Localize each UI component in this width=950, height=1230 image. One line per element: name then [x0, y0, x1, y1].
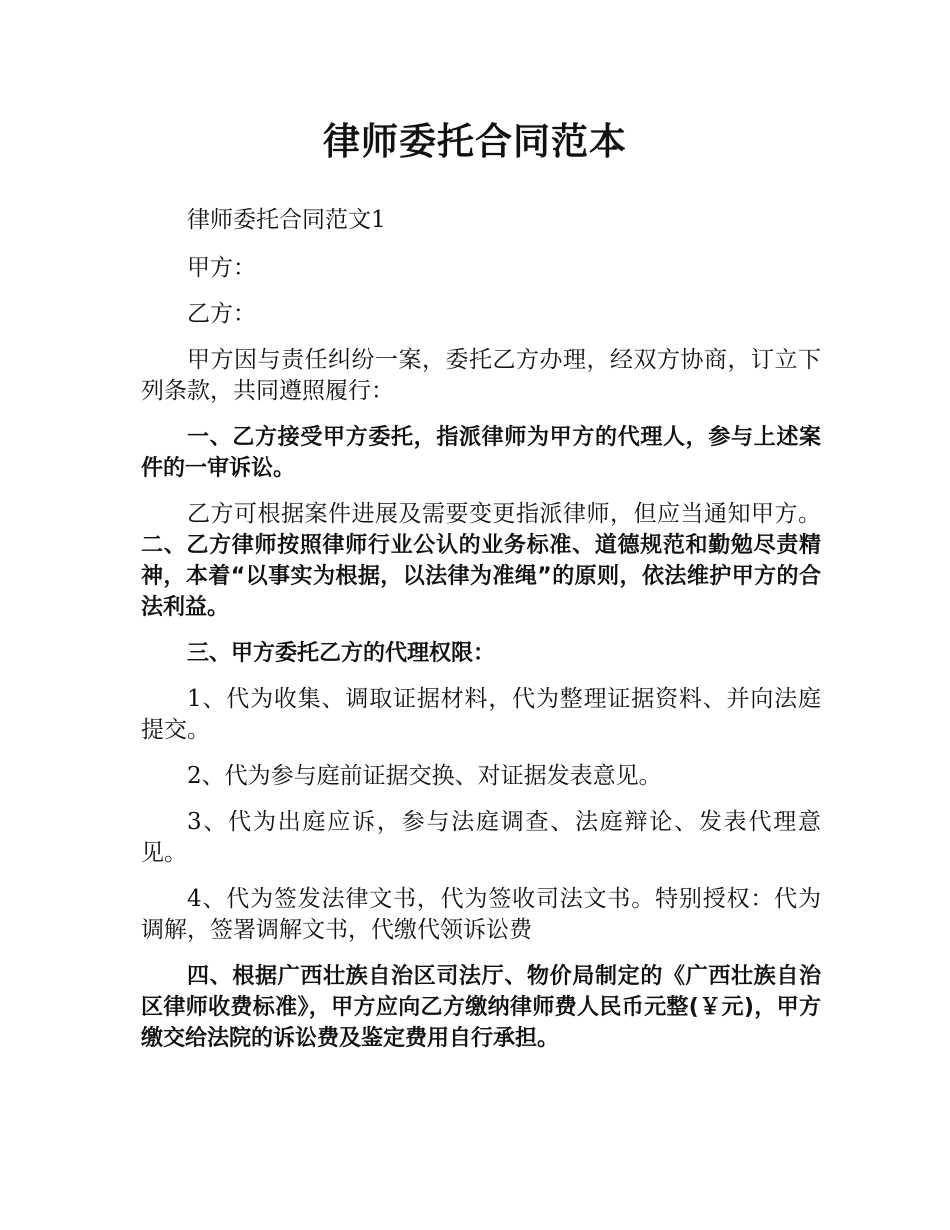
clause-1-note-and-clause-2 — [141, 499, 821, 623]
authority-item-4: 4、代为签发法律文书，代为签收司法文书。特别授权：代为调解，签署调解文书，代缴代领诉讼费 — [141, 886, 821, 943]
clause-1: 一、乙方接受甲方委托，指派律师为甲方的代理人，参与上述案件的一审诉讼。 — [141, 425, 821, 481]
document-title: 律师委托合同范本 — [323, 120, 627, 163]
intro-paragraph: 甲方因与责任纠纷一案，委托乙方办理，经双方协商，订立下列条款，共同遵照履行： — [141, 347, 821, 404]
party-b-label: 乙方： — [187, 301, 256, 327]
clause-2: 二、乙方律师按照律师行业公认的业务标准、道德规范和勤勉尽责精神，本着“以事实为根据，以法律为准绳”的原则，依法维护甲方的合法利益。 — [141, 533, 821, 620]
clause-3-heading: 三、甲方委托乙方的代理权限： — [187, 641, 496, 666]
clause-4: 四、根据广西壮族自治区司法厅、物价局制定的《广西壮族自治区律师收费标准》，甲方应向乙方缴纳律师费人民币元整(￥元)，甲方缴交给法院的诉讼费及鉴定费用自行承担。 — [141, 964, 821, 1051]
authority-item-1: 1、代为收集、调取证据材料，代为整理证据资料、并向法庭提交。 — [141, 686, 821, 743]
authority-item-2: 2、代为参与庭前证据交换、对证据发表意见。 — [187, 763, 662, 789]
party-a-label: 甲方： — [187, 255, 256, 281]
clause-1-note: 乙方可根据案件进展及需要变更指派律师，但应当通知甲方。 — [187, 501, 821, 527]
authority-item-3: 3、代为出庭应诉，参与法庭调查、法庭辩论、发表代理意见。 — [141, 809, 821, 866]
subtitle: 律师委托合同范文1 — [187, 207, 386, 233]
